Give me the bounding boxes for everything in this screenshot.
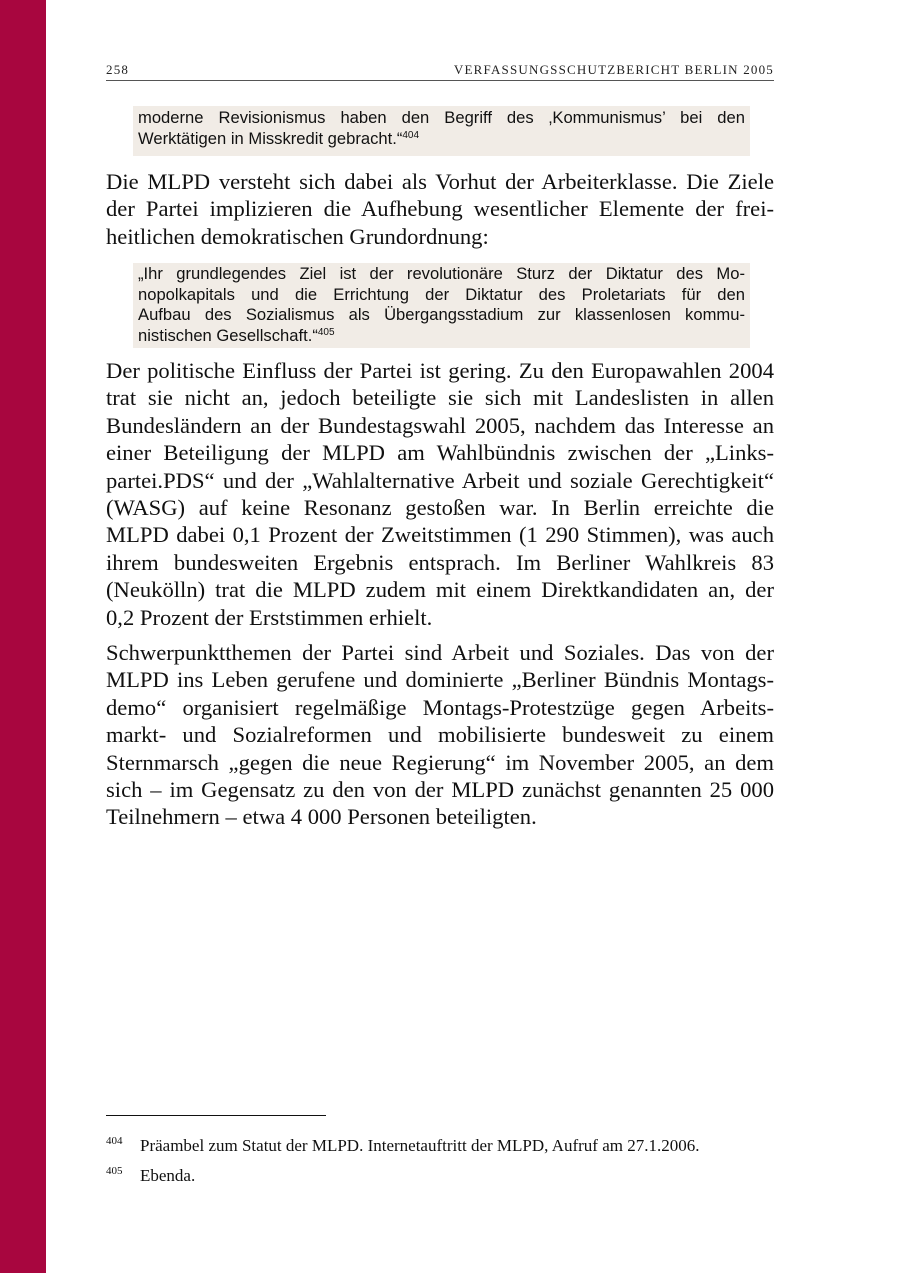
quote-line-text: Werktätigen in Misskredit gebracht.“ [138, 128, 403, 148]
quote-line-text: nistischen Gesellschaft.“ [138, 325, 318, 345]
footnote-ref: 405 [317, 326, 335, 338]
text-line: Der politische Einfluss der Partei ist gering. Zu den Europawahlen 2004 [106, 358, 774, 383]
page-header [106, 62, 774, 78]
text-line: einer Beteiligung der MLPD am Wahlbündnis zwischen der „Links- [106, 440, 774, 466]
text-line: Bundesländern an der Bundestagswahl 2005, nachdem das Interesse an [106, 412, 774, 438]
text-line: (Neukölln) trat die MLPD zudem mit einem Direktkandidaten an, der [106, 577, 774, 603]
text-line: ihrem bundesweiten Ergebnis entsprach. Im Berliner Wahlkreis 83 [106, 549, 774, 575]
text-line: MLPD ins Leben gerufene und dominierte „Berliner Bündnis Montags- [106, 667, 774, 693]
footnote-405 [106, 1166, 195, 1188]
paragraph-1 [106, 168, 774, 250]
page-margin-bar [0, 0, 46, 1273]
running-title: VERFASSUNGSSCHUTZBERICHT BERLIN 2005 [453, 62, 774, 77]
quote-line: nopolkapitals und die Errichtung der Diktatur des Proletariats für den [138, 284, 745, 304]
footnote-ref: 404 [402, 129, 420, 141]
text-line: MLPD dabei 0,1 Prozent der Zweitstimmen (1 290 Stimmen), was auch [106, 522, 774, 548]
text-line: trat sie nicht an, jedoch beteiligte sie sich mit Landeslisten in allen [106, 385, 774, 411]
paragraph-3 [106, 639, 774, 831]
text-line: markt- und Sozialreformen und mobilisierte bundesweit zu einem [106, 722, 774, 748]
text-line: partei.PDS“ und der „Wahlalternative Arbeit und soziale Gerechtigkeit“ [106, 467, 774, 493]
footnote-separator [106, 1115, 326, 1116]
quote-line: Aufbau des Sozialismus als Übergangsstadium zur klassenlosen kommu- [138, 305, 745, 325]
footnote-404 [106, 1136, 699, 1158]
paragraph-2 [106, 357, 774, 631]
text-line: 0,2 Prozent der Erststimmen erhielt. [106, 604, 433, 630]
text-line: Die MLPD versteht sich dabei als Vorhut der Arbeiterklasse. Die Ziele [106, 169, 774, 194]
footnote-number: 404 [106, 1135, 123, 1147]
quote-line: moderne Revisionismus haben den Begriff des ‚Kommunismus’ bei den [138, 108, 745, 127]
text-line: sich – im Gegensatz zu den von der MLPD zunächst genannten 25 000 [106, 777, 774, 803]
quote-line: „Ihr grundlegendes Ziel ist der revolutionäre Sturz der Diktatur des Mo- [138, 264, 745, 283]
footnote-text: Ebenda. [140, 1166, 196, 1185]
text-line: (WASG) auf keine Resonanz gestoßen war. In Berlin erreichte die [106, 495, 774, 521]
page-number: 258 [106, 62, 130, 77]
text-line: Schwerpunktthemen der Partei sind Arbeit und Soziales. Das von der [106, 640, 774, 665]
header-rule [106, 80, 774, 81]
quote-block-2 [133, 263, 750, 348]
text-line: der Partei implizieren die Aufhebung wesentlicher Elemente der frei- [106, 196, 774, 222]
quote-block-1 [133, 106, 750, 156]
text-line: heitlichen demokratischen Grundordnung: [106, 223, 489, 249]
text-line: Sternmarsch „gegen die neue Regierung“ im November 2005, an dem [106, 749, 774, 775]
quote-line-last [138, 129, 745, 150]
footnote-text: Präambel zum Statut der MLPD. Internetauftritt der MLPD, Aufruf am 27.1.2006. [140, 1136, 700, 1155]
footnote-number: 405 [106, 1165, 123, 1177]
text-line: Teilnehmern – etwa 4 000 Personen beteiligten. [106, 804, 537, 830]
text-line: demo“ organisiert regelmäßige Montags-Protestzüge gegen Arbeits- [106, 694, 774, 720]
quote-line-last [138, 326, 745, 347]
